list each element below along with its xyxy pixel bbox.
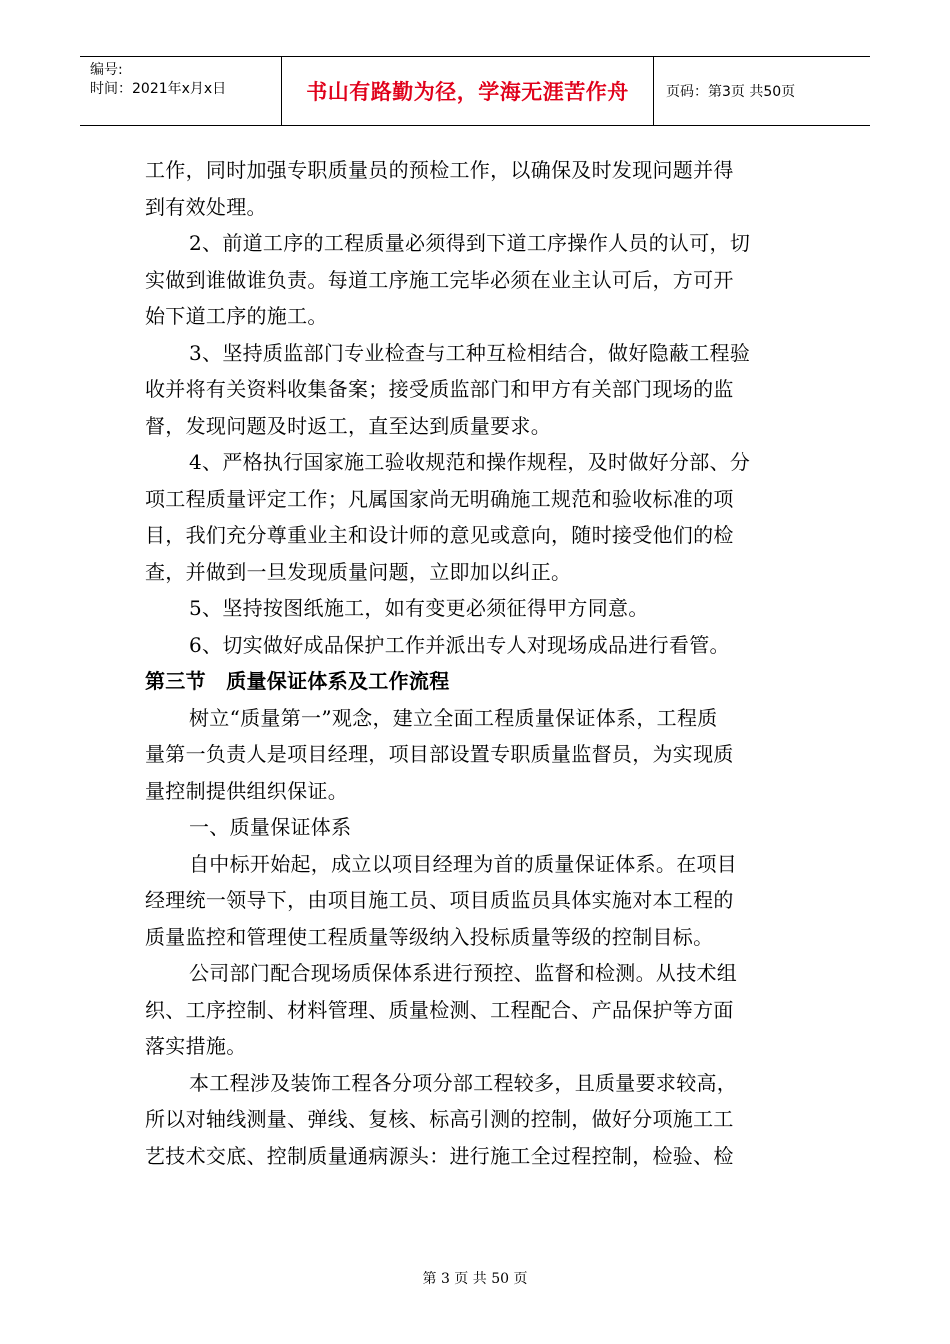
- body-text-line: 量控制提供组织保证。: [145, 778, 348, 803]
- document-time-label: 时间：2021年x月x日: [90, 81, 227, 97]
- body-text-line: 工作，同时加强专职质量员的预检工作，以确保及时发现问题并得: [145, 158, 734, 182]
- body-text-line: 一、质量保证体系: [189, 815, 352, 839]
- body-text-line: 查，并做到一旦发现质量问题，立即加以纠正。: [145, 559, 572, 584]
- body-text-line: 质量监控和管理使工程质量等级纳入投标质量等级的控制目标。: [145, 924, 714, 949]
- body-text-line: 5、坚持按图纸施工，如有变更必须征得甲方同意。: [189, 596, 649, 620]
- body-text-line: 所以对轴线测量、弹线、复核、标高引测的控制，做好分项施工工: [145, 1107, 734, 1131]
- body-text-line: 公司部门配合现场质保体系进行预控、监督和检测。从技术组: [189, 961, 738, 985]
- body-text-line: 织、工序控制、材料管理、质量检测、工程配合、产品保护等方面: [145, 997, 734, 1022]
- body-text-line: 目，我们充分尊重业主和设计师的意见或意向，随时接受他们的检: [145, 523, 734, 547]
- body-text-line: 3、坚持质监部门专业检查与工种互检相结合，做好隐蔽工程验: [189, 340, 751, 365]
- body-text-line: 6、切实做好成品保护工作并派出专人对现场成品进行看管。: [189, 632, 730, 657]
- header-motto-cell: [282, 57, 654, 125]
- body-text-line: 收并将有关资料收集备案；接受质监部门和甲方有关部门现场的监: [145, 377, 734, 401]
- header-left-cell: [80, 57, 282, 125]
- body-text-line: 2、前道工序的工程质量必须得到下道工序操作人员的认可，切: [189, 231, 751, 255]
- document-number-label: 编号:: [90, 62, 123, 78]
- header-page-info: 页码：第3页 共50页: [666, 84, 796, 100]
- section-heading: 第三节 质量保证体系及工作流程: [145, 669, 450, 693]
- document-body: [145, 152, 805, 1174]
- body-text-line: 督，发现问题及时返工，直至达到质量要求。: [145, 413, 551, 438]
- header-motto: 书山有路勤为径，学海无涯苦作舟: [306, 80, 629, 104]
- body-text-line: 到有效处理。: [145, 194, 267, 219]
- body-text-line: 始下道工序的施工。: [145, 304, 328, 328]
- page-header: [80, 56, 870, 126]
- body-text-line: 本工程涉及装饰工程各分项分部工程较多，且质量要求较高，: [189, 1070, 738, 1095]
- body-text-line: 4、严格执行国家施工验收规范和操作规程，及时做好分部、分: [189, 450, 751, 474]
- page-footer: 第 3 页 共 50 页: [422, 1271, 528, 1287]
- body-text-line: 树立“质量第一”观念，建立全面工程质量保证体系，工程质: [189, 705, 718, 730]
- body-text-line: 经理统一领导下，由项目施工员、项目质监员具体实施对本工程的: [145, 888, 734, 912]
- body-text-line: 量第一负责人是项目经理，项目部设置专职质量监督员，为实现质: [145, 742, 734, 766]
- body-text-line: 艺技术交底、控制质量通病源头：进行施工全过程控制，检验、检: [145, 1143, 734, 1168]
- body-text-line: 自中标开始起，成立以项目经理为首的质量保证体系。在项目: [189, 851, 738, 876]
- body-text-line: 项工程质量评定工作；凡属国家尚无明确施工规范和验收标准的项: [145, 486, 734, 511]
- body-text-line: 实做到谁做谁负责。每道工序施工完毕必须在业主认可后，方可开: [145, 267, 734, 292]
- body-text-line: 落实措施。: [145, 1034, 247, 1058]
- header-page-cell: [654, 57, 870, 125]
